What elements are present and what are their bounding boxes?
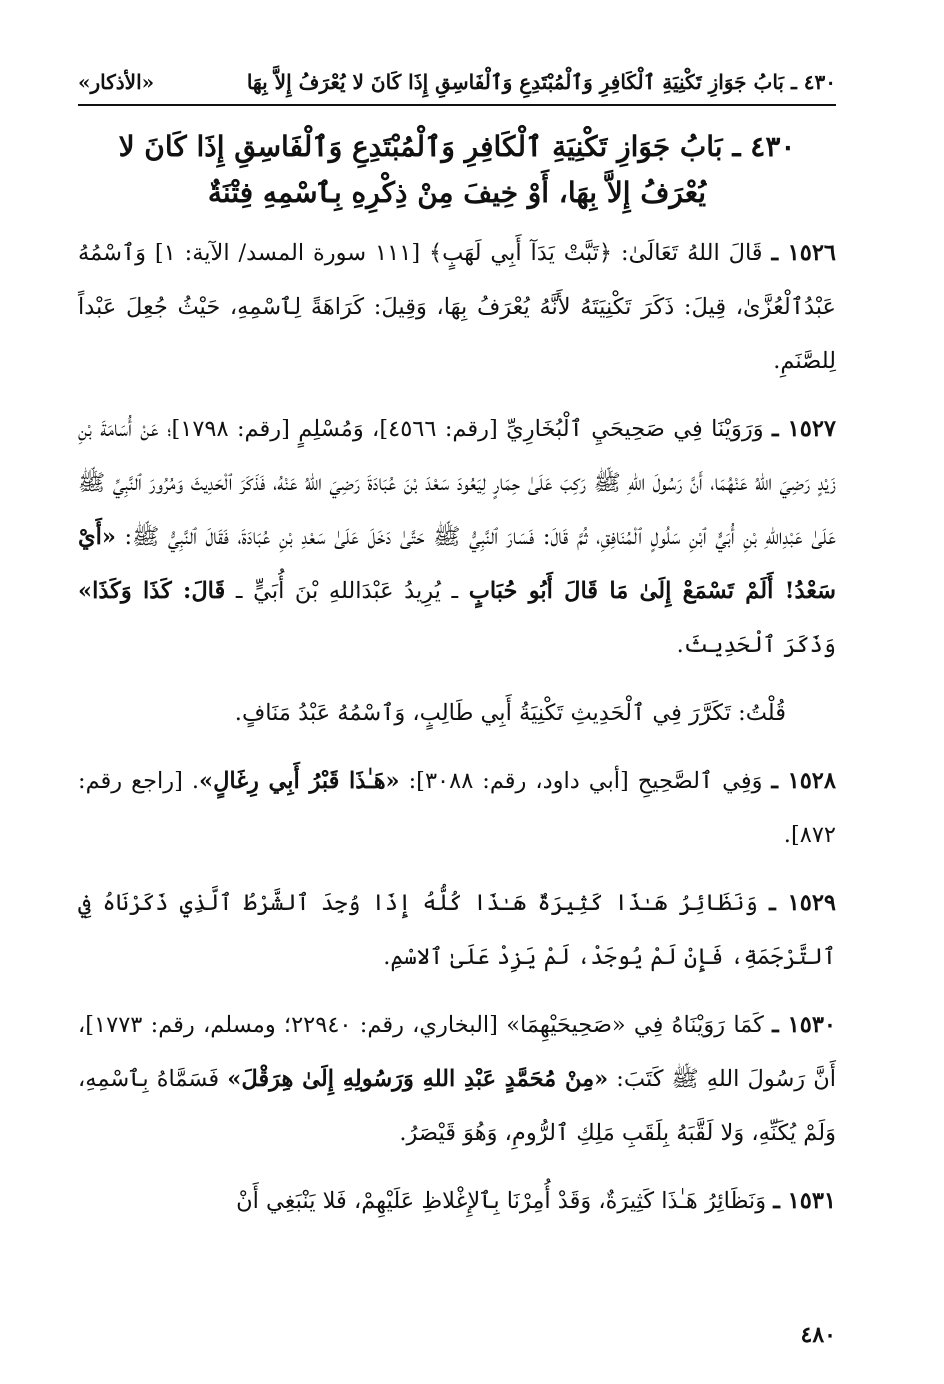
paragraph-text: وَنَظَائِرُ هَـٰذَا كَثِيرَةٌ هَـٰذَا كُلُّهُ إِذَا وُجِدَ ٱلشَّرْطُ ٱلَّذِي ذَكَرْنَاهُ فِي ٱلتَّرْجَمَةِ، فَإِنْ لَمْ يُوجَدْ، لَمْ يَزِدْ عَلَىٰ ٱلاسْمِ. bbox=[78, 890, 836, 970]
page-number: ٤٨٠ bbox=[800, 1322, 836, 1348]
paragraph-number: ١٥٢٩ ـ bbox=[769, 890, 836, 916]
paragraph-text: وَذَكَرَ ٱلْحَدِيثَ. bbox=[676, 632, 836, 658]
chapter-title: ٤٣٠ ـ بَابُ جَوَازِ تَكْنِيَةِ ٱلْكَافِرِ وَٱلْمُبْتَدِعِ وَٱلْفَاسِقِ إِذَا كَانَ لا يُعْرَفُ إِلاَّ بِهَا، أَوْ خِيفَ مِنْ ذِكْرِهِ بِٱسْمِهِ فِتْنَةٌ bbox=[118, 130, 796, 209]
paragraph-number: ١٥٢٦ ـ bbox=[771, 240, 836, 266]
paragraph-text: كَمَا رَوَيْنَاهُ فِي «صَحِيحَيْهِمَا» [البخاري، رقم: ٢٢٩٤٠؛ ومسلم، رقم: ١٧٧٣]، أَنَّ رَسُولَ اللهِ ﷺ كَتَبَ: bbox=[78, 1012, 837, 1092]
paragraph-text: . [راجع رقم: ٨٧٢]. bbox=[78, 768, 836, 848]
running-header bbox=[78, 60, 836, 106]
paragraph-1528 bbox=[78, 754, 836, 862]
book-page bbox=[78, 60, 836, 1360]
paragraph-number: ١٥٣١ ـ bbox=[773, 1188, 836, 1214]
paragraph-text: قُلْتُ: تَكَرَّرَ فِي ٱلْحَدِيثِ تَكْنِيَةُ أَبِي طَالِبٍ، وَٱسْمُهُ عَبْدُ مَنَافٍ. bbox=[234, 700, 786, 726]
paragraph-text: وَفِي ٱلصَّحِيحِ [أبي داود، رقم: ٣٠٨٨]: bbox=[408, 768, 763, 794]
paragraph-1529 bbox=[78, 876, 836, 984]
paragraph-text: ـ يُرِيدُ عَبْدَاللهِ بْنَ أُبَيٍّ ـ bbox=[235, 578, 459, 604]
paragraph-number: ١٥٢٨ ـ bbox=[771, 768, 836, 794]
paragraph-1526 bbox=[78, 226, 836, 388]
paragraph-qultu bbox=[78, 686, 836, 740]
paragraph-number: ١٥٢٧ ـ bbox=[772, 416, 836, 442]
hadith-quote: «أَيْ سَعْدُ! أَلَمْ تَسْمَعْ إِلَىٰ مَا قَالَ أَبُو حُبَابٍ bbox=[78, 524, 836, 604]
paragraph-text: وَنَظَائِرُ هَـٰذَا كَثِيرَةٌ، وَقَدْ أُمِرْنَا بِٱلإِغْلاظِ عَلَيْهِمْ، فَلا يَنْبَغِي أَنْ bbox=[236, 1188, 767, 1214]
hadith-quote: «هَـٰذَا قَبْرُ أَبِي رِغَالٍ» bbox=[199, 768, 400, 794]
paragraph-text: قَالَ اللهُ تَعَالَىٰ: ﴿تَبَّتْ يَدَآ أَبِي لَهَبٍ﴾ [١١١ سورة المسد/ الآية: ١] وَٱسْمُهُ عَبْدُٱلْعُزَّىٰ، قِيلَ: ذَكَرَ تَكْنِيَتَهُ لأَنَّهُ يُعْرَفُ بِهَا، وَقِيلَ: كَرَاهَةً لِٱسْمِهِ، حَيْثُ جُعِلَ عَبْداً لِلصَّنَمِ. bbox=[78, 240, 836, 374]
paragraph-number: ١٥٣٠ ـ bbox=[772, 1012, 836, 1038]
hadith-quote: قَالَ: كَذَا وَكَذَا» bbox=[78, 578, 226, 604]
book-name: «الأذكار» bbox=[78, 70, 155, 94]
paragraph-1530 bbox=[78, 998, 836, 1160]
hadith-quote: «مِنْ مُحَمَّدٍ عَبْدِ اللهِ وَرَسُولِهِ إِلَىٰ هِرَقْلَ» bbox=[227, 1066, 609, 1092]
paragraph-1527 bbox=[78, 402, 836, 672]
paragraph-text: وَرَوَيْنَا فِي صَحِيحَيِ ٱلْبُخَارِيِّ [رقم: ٤٥٦٦]، وَمُسْلِمٍ [رقم: ١٧٩٨]؛ عَنْ أُسَامَةَ بْنِ زَيْدٍ رَضِيَ اللهُ عَنْهُمَا، أَنَّ رَسُولَ اللهِ ﷺ رَكِبَ عَلَىٰ حِمَارٍ لِيَعُودَ سَعْدَ بْنَ عُبَادَةَ رَضِيَ اللهُ عَنْهُ، فَذَكَرَ ٱلْحَدِيثَ وَمُرُورَ ٱلنَّبِيِّ ﷺ عَلَىٰ عَبْدِاللهِ بْنِ أُبَيٍّ ٱبْنِ سَلُولٍ ٱلْمُنَافِقِ، ثُمَّ قَالَ: فَسَارَ ٱلنَّبِيُّ ﷺ حَتَّىٰ دَخَلَ عَلَىٰ سَعْدِ بْنِ عُبَادَةَ، فَقَالَ ٱلنَّبِيُّ ﷺ: bbox=[78, 416, 836, 550]
paragraph-1531 bbox=[78, 1174, 836, 1228]
running-title: ٤٣٠ ـ بَابُ جَوَازِ تَكْنِيَةِ ٱلْكَافِرِ وَٱلْمُبْتَدِعِ وَٱلْفَاسِقِ إِذَا كَانَ لا يُعْرَفُ إِلاَّ بِهَا bbox=[246, 70, 836, 94]
paragraph-text: فَسَمَّاهُ بِٱسْمِهِ، وَلَمْ يُكَنِّهِ، وَلا لَقَّبَهُ بِلَقَبِ مَلِكِ ٱلرُّومِ، وَهُوَ قَيْصَرُ. bbox=[78, 1066, 836, 1146]
